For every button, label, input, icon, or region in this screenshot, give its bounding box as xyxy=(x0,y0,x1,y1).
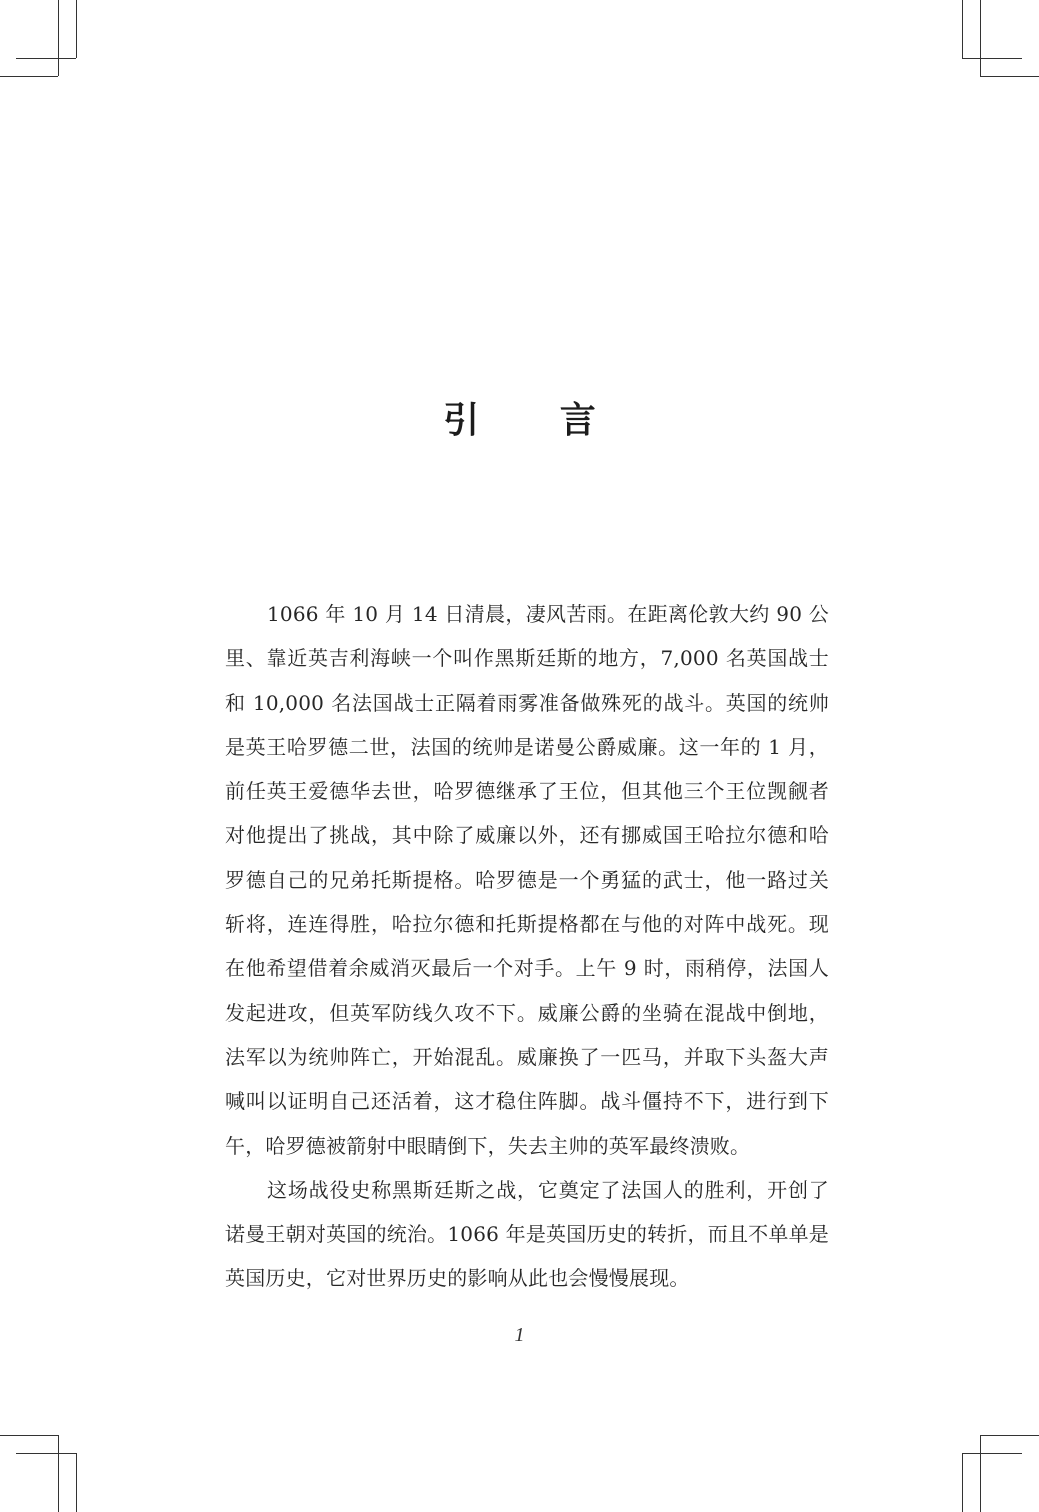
crop-mark-top-left-horizontal xyxy=(16,58,76,59)
crop-mark-bottom-right-vertical-inner xyxy=(980,1435,981,1512)
paragraph: 这场战役史称黑斯廷斯之战，它奠定了法国人的胜利，开创了诺曼王朝对英国的统治。1066 年是英国历史的转折，而且不单单是英国历史，它对世界历史的影响从此也会慢慢展现。 xyxy=(225,1177,829,1291)
crop-mark-bottom-left-horizontal-inner xyxy=(0,1435,58,1436)
page-number: 1 xyxy=(514,1324,525,1346)
crop-mark-bottom-left-vertical-outer xyxy=(58,1435,59,1512)
paragraph: 1066 年 10 月 14 日清晨，凄风苦雨。在距离伦敦大约 90 公里、靠近英吉利海峡一个叫作黑斯廷斯的地方，7,000 名英国战士和 10,000 名法国战士正隔着雨雾准备做殊死的战斗。英国的统帅是英王哈罗德二世，法国的统帅是诺曼公爵威廉。这一年的 1 月，前任英王爱德华去世，哈罗德继承了王位，但其他三个王位觊觎者对他提出了挑战，其中除了威廉以外，还有挪威国王哈拉尔德和哈罗德自己的兄弟托斯提格。哈罗德是一个勇猛的武士，他一路过关斩将，连连得胜，哈拉尔德和托斯提格都在与他的对阵中战死。现在他希望借着余威消灭最后一个对手。上午 9 时，雨稍停，法国人发起进攻，但英军防线久攻不下。威廉公爵的坐骑在混战中倒地，法军以为统帅阵亡，开始混乱。威廉换了一匹马，并取下头盔大声喊叫以证明自己还活着，这才稳住阵脚。战斗僵持不下，进行到下午，哈罗德被箭射中眼睛倒下，失去主帅的英军最终溃败。 xyxy=(225,602,829,1158)
crop-mark-top-left-vertical-outer xyxy=(58,0,59,76)
crop-mark-top-right-vertical-inner xyxy=(980,0,981,76)
crop-mark-bottom-left-horizontal xyxy=(16,1453,76,1454)
crop-mark-top-right-vertical-outer xyxy=(962,0,963,58)
crop-mark-bottom-right-vertical-outer xyxy=(962,1453,963,1512)
crop-mark-bottom-right-horizontal xyxy=(962,1453,1022,1454)
crop-mark-bottom-left-vertical-inner xyxy=(76,1453,77,1512)
crop-mark-bottom-right-horizontal-inner xyxy=(980,1435,1039,1436)
crop-mark-top-left-vertical-inner xyxy=(76,0,77,58)
crop-mark-top-right-horizontal xyxy=(962,58,1022,59)
body-text xyxy=(225,592,829,1301)
crop-mark-top-left-horizontal-inner xyxy=(0,76,58,77)
crop-mark-top-right-horizontal-inner xyxy=(980,76,1039,77)
chapter-title: 引 言 xyxy=(443,399,630,442)
